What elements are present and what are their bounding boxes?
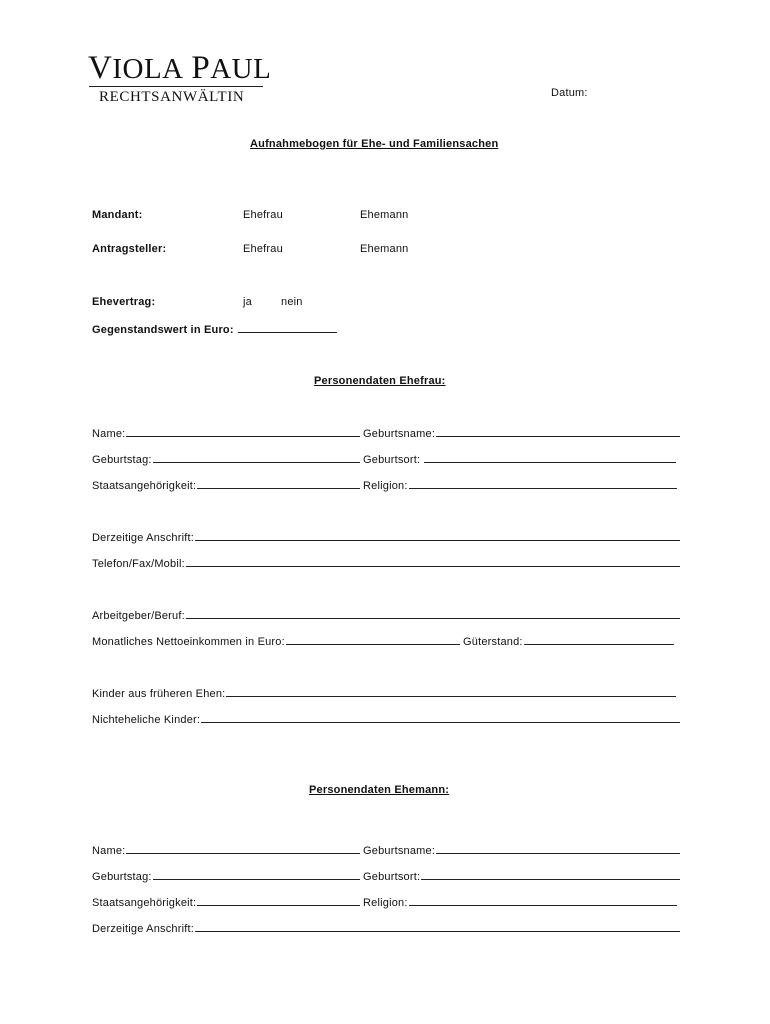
husband-geburtsname-field[interactable]	[436, 843, 680, 854]
husband-geburtstag-field[interactable]	[153, 869, 360, 880]
logo-wordmark: VIOLA PAUL	[88, 50, 272, 86]
wife-staat-field[interactable]	[197, 478, 360, 489]
husband-religion-label: Religion:	[363, 897, 408, 909]
wife-name-label: Name:	[92, 428, 126, 440]
wife-netto-row	[92, 634, 680, 648]
husband-staat-row	[92, 895, 680, 909]
form-title: Aufnahmebogen für Ehe- und Familiensachen	[250, 138, 499, 150]
husband-geburtsname-label: Geburtsname:	[363, 845, 436, 857]
husband-name-field[interactable]	[126, 843, 360, 854]
ehevertrag-option-no[interactable]: nein	[281, 296, 303, 308]
wife-telefon-field[interactable]	[186, 556, 680, 567]
husband-anschrift-field[interactable]	[195, 921, 680, 932]
mandant-option-husband[interactable]: Ehemann	[360, 209, 409, 221]
husband-staat-field[interactable]	[197, 895, 360, 906]
wife-gueterstand-field[interactable]	[524, 634, 674, 645]
gegenstandswert-row	[92, 322, 337, 336]
wife-religion-field[interactable]	[409, 478, 677, 489]
ehevertrag-option-yes[interactable]: ja	[243, 296, 252, 308]
husband-anschrift-row	[92, 921, 680, 935]
wife-telefon-label: Telefon/Fax/Mobil:	[92, 558, 185, 570]
wife-anschrift-field[interactable]	[195, 530, 680, 541]
wife-telefon-row	[92, 556, 680, 570]
wife-geburtstag-field[interactable]	[153, 452, 360, 463]
wife-kinder-nichtehelich-row	[92, 712, 680, 726]
wife-anschrift-row	[92, 530, 680, 544]
antragsteller-label: Antragsteller:	[92, 243, 167, 255]
antragsteller-option-husband[interactable]: Ehemann	[360, 243, 409, 255]
husband-geburtstag-label: Geburtstag:	[92, 871, 152, 883]
wife-name-row	[92, 426, 680, 440]
wife-arbeitgeber-row	[92, 608, 680, 622]
logo-subtitle: RECHTSANWÄLTIN	[99, 89, 245, 105]
wife-kinder-nichtehelich-field[interactable]	[201, 712, 680, 723]
husband-name-row	[92, 843, 680, 857]
husband-religion-field[interactable]	[409, 895, 677, 906]
mandant-label: Mandant:	[92, 209, 143, 221]
husband-geburtsort-field[interactable]	[421, 869, 680, 880]
wife-geburtsort-label: Geburtsort:	[363, 454, 421, 466]
wife-staat-label: Staatsangehörigkeit:	[92, 480, 197, 492]
wife-kinder-frueher-row	[92, 686, 680, 700]
wife-name-field[interactable]	[126, 426, 360, 437]
husband-geburtsort-label: Geburtsort:	[363, 871, 421, 883]
wife-geburtsort-field[interactable]	[424, 452, 676, 463]
wife-staat-row	[92, 478, 680, 492]
ehevertrag-label: Ehevertrag:	[92, 296, 156, 308]
husband-name-label: Name:	[92, 845, 126, 857]
wife-section-heading: Personendaten Ehefrau:	[314, 375, 446, 387]
gegenstandswert-field[interactable]	[238, 322, 337, 333]
wife-netto-field[interactable]	[286, 634, 460, 645]
husband-staat-label: Staatsangehörigkeit:	[92, 897, 197, 909]
husband-anschrift-label: Derzeitige Anschrift:	[92, 923, 195, 935]
wife-arbeitgeber-field[interactable]	[186, 608, 680, 619]
husband-section-heading: Personendaten Ehemann:	[309, 784, 450, 796]
wife-netto-label: Monatliches Nettoeinkommen in Euro:	[92, 636, 285, 648]
wife-religion-label: Religion:	[363, 480, 408, 492]
wife-geburtstag-label: Geburtstag:	[92, 454, 152, 466]
mandant-option-wife[interactable]: Ehefrau	[243, 209, 283, 221]
date-label: Datum:	[551, 87, 588, 99]
wife-gueterstand-label: Güterstand:	[463, 636, 523, 648]
wife-arbeitgeber-label: Arbeitgeber/Beruf:	[92, 610, 185, 622]
gegenstandswert-label: Gegenstandswert in Euro:	[92, 324, 234, 336]
antragsteller-option-wife[interactable]: Ehefrau	[243, 243, 283, 255]
wife-anschrift-label: Derzeitige Anschrift:	[92, 532, 195, 544]
husband-geburtstag-row	[92, 869, 680, 883]
wife-geburtsname-label: Geburtsname:	[363, 428, 436, 440]
wife-kinder-frueher-label: Kinder aus früheren Ehen:	[92, 688, 226, 700]
wife-kinder-frueher-field[interactable]	[226, 686, 676, 697]
wife-geburtstag-row	[92, 452, 680, 466]
logo-divider	[89, 86, 263, 87]
wife-geburtsname-field[interactable]	[436, 426, 680, 437]
wife-kinder-nichtehelich-label: Nichteheliche Kinder:	[92, 714, 201, 726]
